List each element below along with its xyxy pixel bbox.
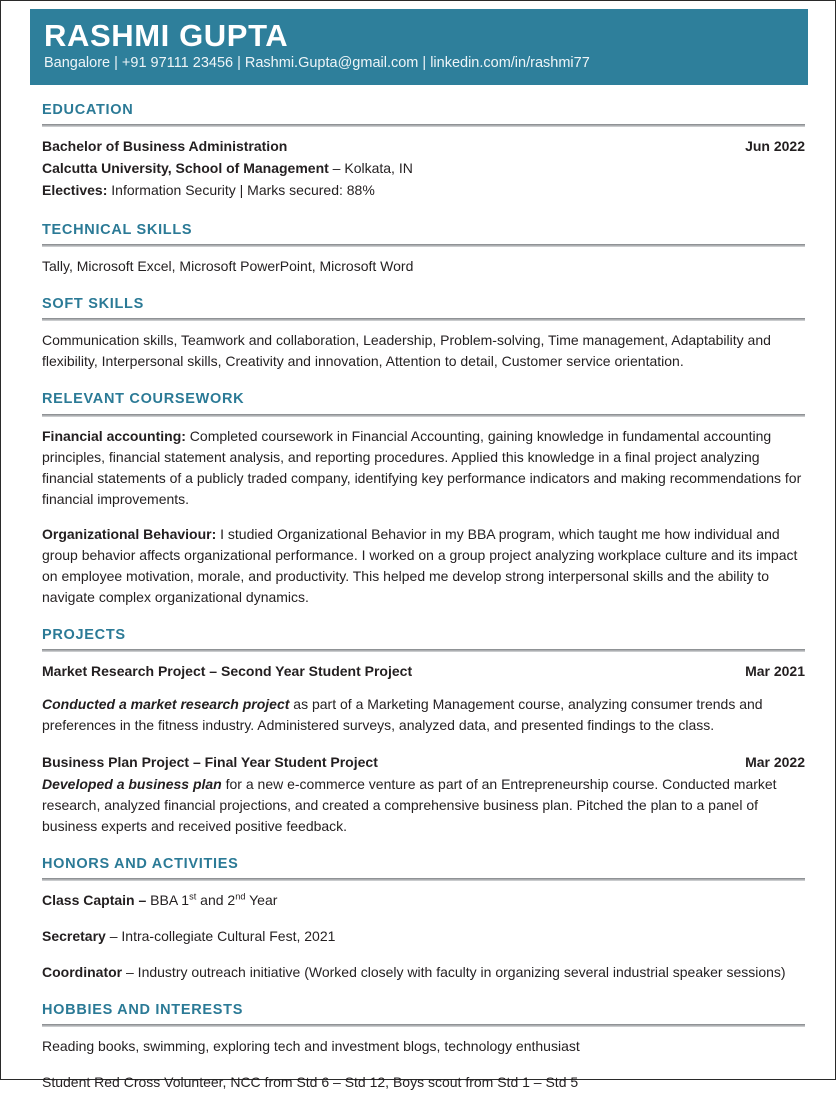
electives-label: Electives:: [42, 181, 108, 198]
coursework-label: Financial accounting:: [42, 427, 186, 444]
section-education: [42, 101, 805, 201]
project-lead: Developed a business plan: [42, 776, 222, 793]
hobbies-line: Reading books, swimming, exploring tech and investment blogs, technology enthusiast: [42, 1038, 580, 1055]
section-divider: [42, 124, 805, 127]
resume-header-banner: [30, 9, 808, 85]
ordinal-suffix-first: st: [189, 891, 197, 902]
section-relevant-coursework: [42, 390, 805, 607]
section-soft-skills: [42, 295, 805, 372]
project-date: Mar 2021: [745, 662, 805, 679]
soft-skills-body: Communication skills, Teamwork and collaboration, Leadership, Problem-solving, Time management, Adaptability and flexibility, Interpersonal skills, Creativity and innovation, Attention to detail, Customer service orientation.: [42, 332, 771, 370]
education-degree-row: [42, 136, 805, 158]
project-description: [42, 694, 805, 736]
project-heading-row: [42, 661, 805, 683]
honor-text-post: Year: [245, 892, 278, 909]
candidate-name: RASHMI GUPTA: [44, 18, 289, 53]
section-divider: [42, 414, 805, 417]
section-divider: [42, 878, 805, 881]
honor-text: – Intra-collegiate Cultural Fest, 2021: [105, 927, 336, 944]
honor-item: [42, 890, 805, 912]
project-text: as part of a Marketing Management course, analyzing consumer trends and preferences in the fitness industry. Administered surveys, analyzed data, and presented findings to the class.: [42, 696, 763, 734]
section-divider: [42, 1024, 805, 1027]
coursework-text: Completed coursework in Financial Accounting, gaining knowledge in fundamental accounting principles, financial statement analysis, and reporting procedures. Applied this knowledge in a final project analyzing financial statements of a publicly traded company, identifying key performance indicators and making recommendations for financial improvements.: [42, 427, 802, 507]
section-divider: [42, 649, 805, 652]
coursework-item: [42, 524, 805, 608]
coursework-item: [42, 426, 805, 510]
section-heading-technical-skills: TECHNICAL SKILLS: [42, 222, 193, 239]
honor-item: [42, 962, 805, 984]
section-divider: [42, 244, 805, 247]
section-heading-honors-and-activities: HONORS AND ACTIVITIES: [42, 856, 239, 873]
section-heading-education: EDUCATION: [42, 102, 134, 118]
section-heading-hobbies-and-interests: HOBBIES AND INTERESTS: [42, 1002, 244, 1019]
technical-skills-body: Tally, Microsoft Excel, Microsoft PowerPoint, Microsoft Word: [42, 258, 414, 275]
section-divider: [42, 318, 805, 321]
hobbies-line: Student Red Cross Volunteer, NCC from Std 6 – Std 12, Boys scout from Std 1 – Std 5: [42, 1074, 579, 1091]
project-lead: Conducted a market research project: [42, 696, 290, 713]
project-title: Business Plan Project – Final Year Student Project: [42, 754, 378, 771]
section-technical-skills: [42, 221, 805, 277]
coursework-label: Organizational Behaviour:: [42, 525, 217, 542]
honor-label: Coordinator: [42, 963, 123, 980]
honor-text-pre: BBA 1: [146, 892, 190, 909]
honor-text-mid: and 2: [196, 892, 236, 909]
project-date: Mar 2022: [745, 754, 805, 771]
coursework-text: I studied Organizational Behavior in my BBA program, which taught me how individual and group behavior affects organizational performance. I worked on a group project analyzing workplace culture and its impact on employee motivation, morale, and productivity. This helped me develop strong interpersonal skills and the ability to navigate complex organizational dynamics.: [42, 525, 798, 605]
section-heading-soft-skills: SOFT SKILLS: [42, 296, 144, 313]
ordinal-suffix-second: nd: [235, 891, 246, 902]
education-date: Jun 2022: [745, 138, 805, 155]
honor-label: Class Captain –: [42, 892, 147, 909]
education-location: – Kolkata, IN: [328, 159, 413, 176]
project-text: for a new e-commerce venture as part of an Entrepreneurship course. Conducted market research, analyzed financial projections, and created a comprehensive business plan. Pitched the plan to a panel of business experts and received positive feedback.: [42, 776, 777, 835]
electives-value: Information Security | Marks secured: 88%: [107, 181, 375, 198]
education-electives-row: [42, 180, 805, 202]
education-institution: Calcutta University, School of Management: [42, 159, 329, 176]
honor-label: Secretary: [42, 927, 106, 944]
contact-line: Bangalore | +91 97111 23456 | Rashmi.Gupta@gmail.com | linkedin.com/in/rashmi77: [44, 55, 590, 72]
section-heading-relevant-coursework: RELEVANT COURSEWORK: [42, 391, 245, 408]
section-projects: [42, 626, 805, 838]
section-honors-and-activities: [42, 855, 805, 983]
honor-item: [42, 926, 805, 948]
education-degree: Bachelor of Business Administration: [42, 138, 288, 155]
honor-text: – Industry outreach initiative (Worked closely with faculty in organizing several industrial speaker sessions): [122, 963, 786, 980]
project-description: [42, 774, 805, 837]
project-heading-row: [42, 752, 805, 774]
education-institution-row: [42, 158, 805, 180]
project-title: Market Research Project – Second Year Student Project: [42, 662, 413, 679]
resume-body: [42, 101, 805, 1094]
section-heading-projects: PROJECTS: [42, 626, 126, 643]
section-hobbies-and-interests: [42, 1001, 805, 1094]
